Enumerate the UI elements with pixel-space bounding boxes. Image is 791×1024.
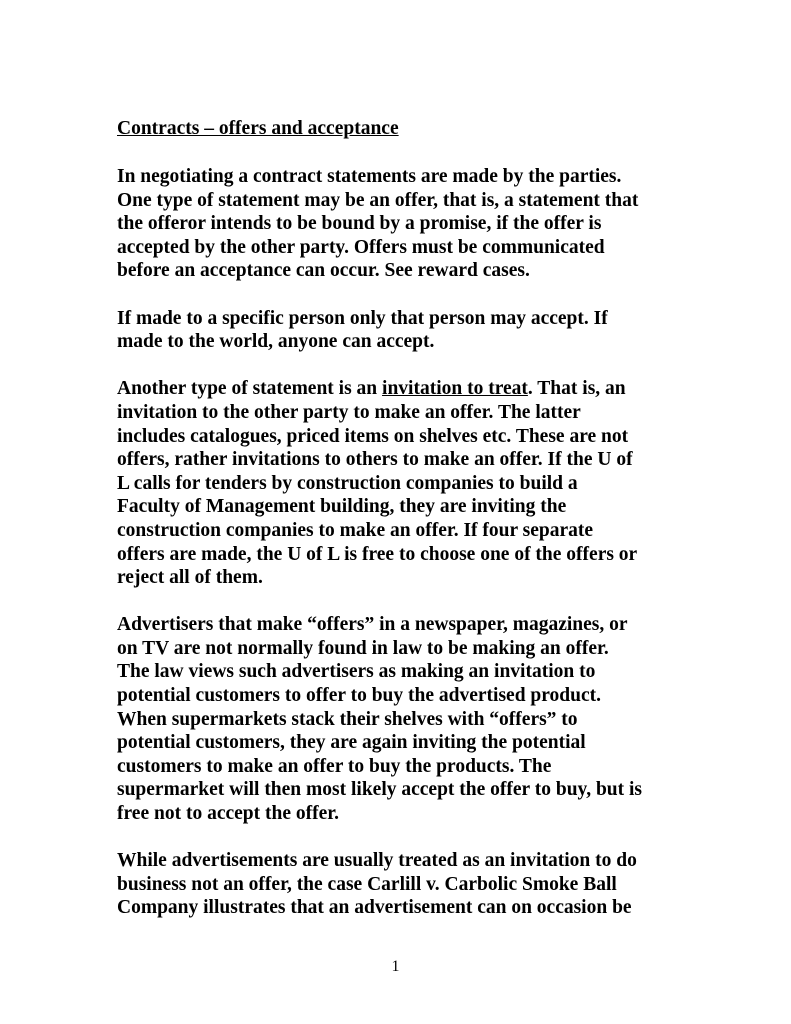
paragraph-offer-definition xyxy=(117,165,697,283)
text-line: If made to a specific person only that person may accept. If xyxy=(117,307,608,329)
text-line: invitation to the other party to make an offer. The latter xyxy=(117,401,581,423)
text-line: on TV are not normally found in law to be making an offer. xyxy=(117,637,609,659)
text-line: customers to make an offer to buy the products. The xyxy=(117,755,552,777)
text-line: offers are made, the U of L is free to choose one of the offers or xyxy=(117,543,638,565)
text-line: When supermarkets stack their shelves with “offers” to xyxy=(117,708,578,730)
document-page xyxy=(117,117,697,944)
text-line: construction companies to make an offer. If four separate xyxy=(117,519,594,541)
document-title: Contracts – offers and acceptance xyxy=(117,118,399,139)
paragraph-carlill-case xyxy=(117,849,697,920)
paragraph-invitation-to-treat xyxy=(117,377,697,589)
text-fragment: Another type of statement is an xyxy=(117,378,383,400)
page-number: 1 xyxy=(391,958,400,975)
text-line: Advertisers that make “offers” in a newspaper, magazines, or xyxy=(117,614,628,636)
text-line: the offeror intends to be bound by a promise, if the offer is xyxy=(117,213,602,235)
text-line: While advertisements are usually treated as an invitation to do xyxy=(117,850,637,872)
text-line: potential customers to offer to buy the advertised product. xyxy=(117,685,602,707)
text-line: includes catalogues, priced items on shelves etc. These are not xyxy=(117,425,629,447)
text-line xyxy=(117,377,697,401)
text-line: In negotiating a contract statements are made by the parties. xyxy=(117,166,622,187)
text-line: made to the world, anyone can accept. xyxy=(117,331,435,353)
text-line: Company illustrates that an advertisement can on occasion be xyxy=(117,897,632,919)
text-line: One type of statement may be an offer, that is, a statement that xyxy=(117,189,639,211)
text-line: potential customers, they are again inviting the potential xyxy=(117,732,586,754)
underlined-term: invitation to treat xyxy=(382,378,528,400)
paragraph-who-may-accept xyxy=(117,307,697,354)
text-line: accepted by the other party. Offers must be communicated xyxy=(117,236,605,258)
text-line: offers, rather invitations to others to make an offer. If the U of xyxy=(117,449,633,471)
text-line: free not to accept the offer. xyxy=(117,803,339,825)
text-line: reject all of them. xyxy=(117,567,263,589)
text-line: L calls for tenders by construction companies to build a xyxy=(117,472,578,494)
text-line: supermarket will then most likely accept the offer to buy, but is xyxy=(117,779,643,801)
text-line: before an acceptance can occur. See reward cases. xyxy=(117,260,530,282)
text-line: business not an offer, the case Carlill v. Carbolic Smoke Ball xyxy=(117,873,617,895)
text-line: The law views such advertisers as making an invitation to xyxy=(117,661,596,683)
text-line: Faculty of Management building, they are inviting the xyxy=(117,496,567,518)
paragraph-advertisers xyxy=(117,613,697,825)
text-fragment: . That is, an xyxy=(527,378,626,400)
